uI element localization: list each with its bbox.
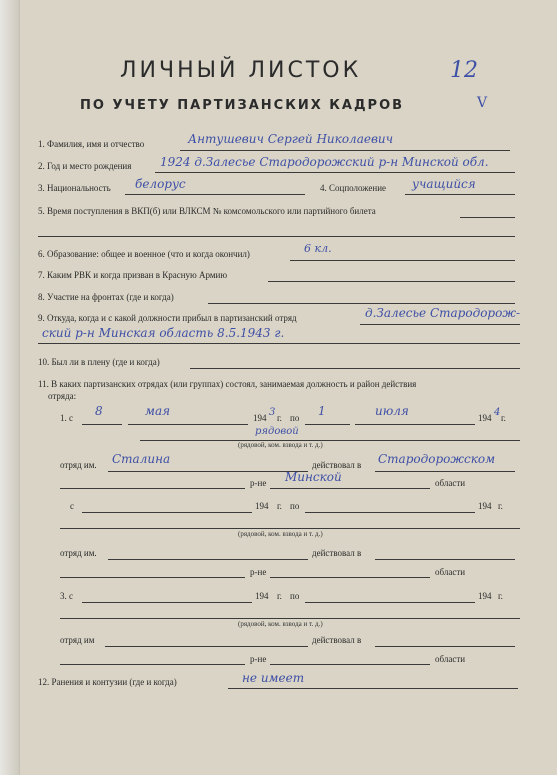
- field-8-label: 8. Участие на фронтах (где и когда): [38, 292, 174, 302]
- field-3-line: [125, 194, 305, 195]
- row1-position: рядовой: [255, 426, 299, 437]
- row2-position-line: [60, 528, 520, 529]
- row2-otryad-line: [108, 559, 308, 560]
- field-7-label: 7. Каким РВК и когда призван в Красную Армию: [38, 270, 228, 280]
- row2-position-caption: (рядовой, ком. взвода и т. д.): [238, 530, 323, 538]
- field-2-line: [155, 172, 515, 173]
- field-6-line: [290, 260, 515, 261]
- row3-deistvoval-line: [375, 646, 515, 647]
- row3-from-line: [82, 602, 252, 603]
- row1-deistvoval-line: [375, 471, 515, 472]
- row1-otryad-value: Сталина: [112, 452, 171, 466]
- row3-num: 3. с: [60, 591, 73, 601]
- field-6-label: 6. Образование: общее и военное (что и когда окончил): [38, 249, 250, 259]
- row1-year-from-hw: 3: [269, 407, 276, 418]
- row1-rne-label: р-не: [250, 478, 267, 488]
- row2-to-line: [305, 512, 475, 513]
- row2-otryad-label: отряд им.: [60, 548, 97, 558]
- row1-year-from-print: 194: [253, 413, 267, 423]
- field-10-label: 10. Был ли в плену (где и когда): [38, 357, 160, 367]
- row2-from-line: [82, 512, 252, 513]
- field-4-line: [405, 194, 515, 195]
- row3-g-from: г.: [277, 591, 282, 601]
- row1-oblasti-label: области: [435, 478, 466, 488]
- row3-year-to: 194: [478, 591, 492, 601]
- row1-rne-line-a: [60, 488, 245, 489]
- row1-month-to: июля: [375, 404, 409, 418]
- page-subtitle: ПО УЧЕТУ ПАРТИЗАНСКИХ КАДРОВ: [80, 98, 405, 113]
- row1-monthto-line: [355, 424, 475, 425]
- field-5-label: 5. Время поступления в ВКП(б) или ВЛКСМ № комсомольского или партийного билета: [38, 206, 376, 216]
- row3-rne-label: р-не: [250, 654, 267, 664]
- field-10-line: [190, 368, 520, 369]
- field-11-label: 11. В каких партизанских отрядах (или группах) состоял, занимаемая должность и район действия: [38, 379, 417, 389]
- row1-day-to: 1: [318, 404, 326, 418]
- row2-g-to: г.: [498, 501, 503, 511]
- row2-rne-label: р-не: [250, 567, 267, 577]
- row1-rne-line-b: [270, 488, 430, 489]
- row3-po: по: [290, 591, 300, 601]
- check-mark: V: [477, 95, 488, 111]
- row1-num: 1. с: [60, 413, 73, 423]
- field-1-value: Антушевич Сергей Николаевич: [188, 132, 394, 146]
- handwritten-number-mark: 12: [450, 58, 478, 83]
- row3-position-line: [60, 618, 520, 619]
- row3-otryad-line: [105, 646, 308, 647]
- row1-otryad-label: отряд им.: [60, 460, 97, 470]
- row1-rne-value: Минской: [285, 470, 342, 484]
- row1-day-from: 8: [95, 404, 103, 418]
- row1-po: по: [290, 413, 300, 423]
- row2-year-from: 194: [255, 501, 269, 511]
- row1-otryad-line: [108, 471, 308, 472]
- field-9-value-1: д.Залесье Стародорож-: [365, 306, 521, 320]
- row1-position-line: [140, 440, 520, 441]
- row1-position-caption: (рядовой, ком. взвода и т. д.): [238, 441, 323, 449]
- row2-oblasti-label: области: [435, 567, 466, 577]
- row2-rne-line-a: [60, 577, 245, 578]
- row1-month-from: мая: [145, 404, 171, 418]
- field-2-value: 1924 д.Залесье Стародорожский р-н Минской обл.: [160, 155, 489, 169]
- field-8-line: [208, 303, 515, 304]
- row2-deistvoval-line: [375, 559, 515, 560]
- row1-day-line: [82, 424, 122, 425]
- row3-otryad-label: отряд им: [60, 635, 95, 645]
- field-11-label-cont: отряда:: [48, 391, 77, 401]
- field-3-value: белорус: [135, 177, 186, 191]
- row1-year-to-hw: 4: [494, 407, 501, 418]
- field-7-line: [268, 281, 515, 282]
- document-page: [20, 0, 557, 775]
- field-4-value: учащийся: [412, 177, 476, 191]
- row2-g-from: г.: [277, 501, 282, 511]
- field-5-line-b: [38, 236, 515, 237]
- row1-month-line: [128, 424, 248, 425]
- field-9-value-2: ский р-н Минская область 8.5.1943 г.: [42, 326, 285, 340]
- row2-year-to: 194: [478, 501, 492, 511]
- row1-deistvoval-value: Стародорожском: [378, 452, 496, 466]
- row3-oblasti-label: области: [435, 654, 466, 664]
- row2-rne-line-b: [270, 577, 430, 578]
- field-6-value: 6 кл.: [304, 242, 332, 255]
- field-12-label: 12. Ранения и контузии (где и когда): [38, 677, 177, 687]
- field-5-line-a: [460, 217, 515, 218]
- row1-deistvoval-label: действовал в: [312, 460, 362, 470]
- row3-deistvoval-label: действовал в: [312, 635, 362, 645]
- row2-deistvoval-label: действовал в: [312, 548, 362, 558]
- row3-rne-line-a: [60, 664, 245, 665]
- field-4-label: 4. Соцположение: [320, 183, 387, 193]
- row1-dayto-line: [305, 424, 350, 425]
- field-1-line: [180, 150, 510, 151]
- page-title: ЛИЧНЫЙ ЛИСТОК: [120, 58, 362, 83]
- row2-num: с: [70, 501, 74, 511]
- field-9-line-a: [360, 324, 520, 325]
- row3-to-line: [305, 602, 475, 603]
- row3-rne-line-b: [270, 664, 430, 665]
- row1-g-to: г.: [501, 413, 506, 423]
- field-2-label: 2. Год и место рождения: [38, 161, 132, 171]
- row1-g-from: г.: [277, 413, 282, 423]
- row3-year-from: 194: [255, 591, 269, 601]
- field-9-label: 9. Откуда, когда и с какой должности прибыл в партизанский отряд: [38, 313, 297, 323]
- field-9-line-b: [38, 343, 520, 344]
- row3-g-to: г.: [498, 591, 503, 601]
- row1-year-to-print: 194: [478, 413, 492, 423]
- field-1-label: 1. Фамилия, имя и отчество: [38, 139, 145, 149]
- field-12-value: не имеет: [242, 671, 305, 685]
- field-12-line: [228, 688, 518, 689]
- field-3-label: 3. Национальность: [38, 183, 111, 193]
- row2-po: по: [290, 501, 300, 511]
- row3-position-caption: (рядовой, ком. взвода и т. д.): [238, 620, 323, 628]
